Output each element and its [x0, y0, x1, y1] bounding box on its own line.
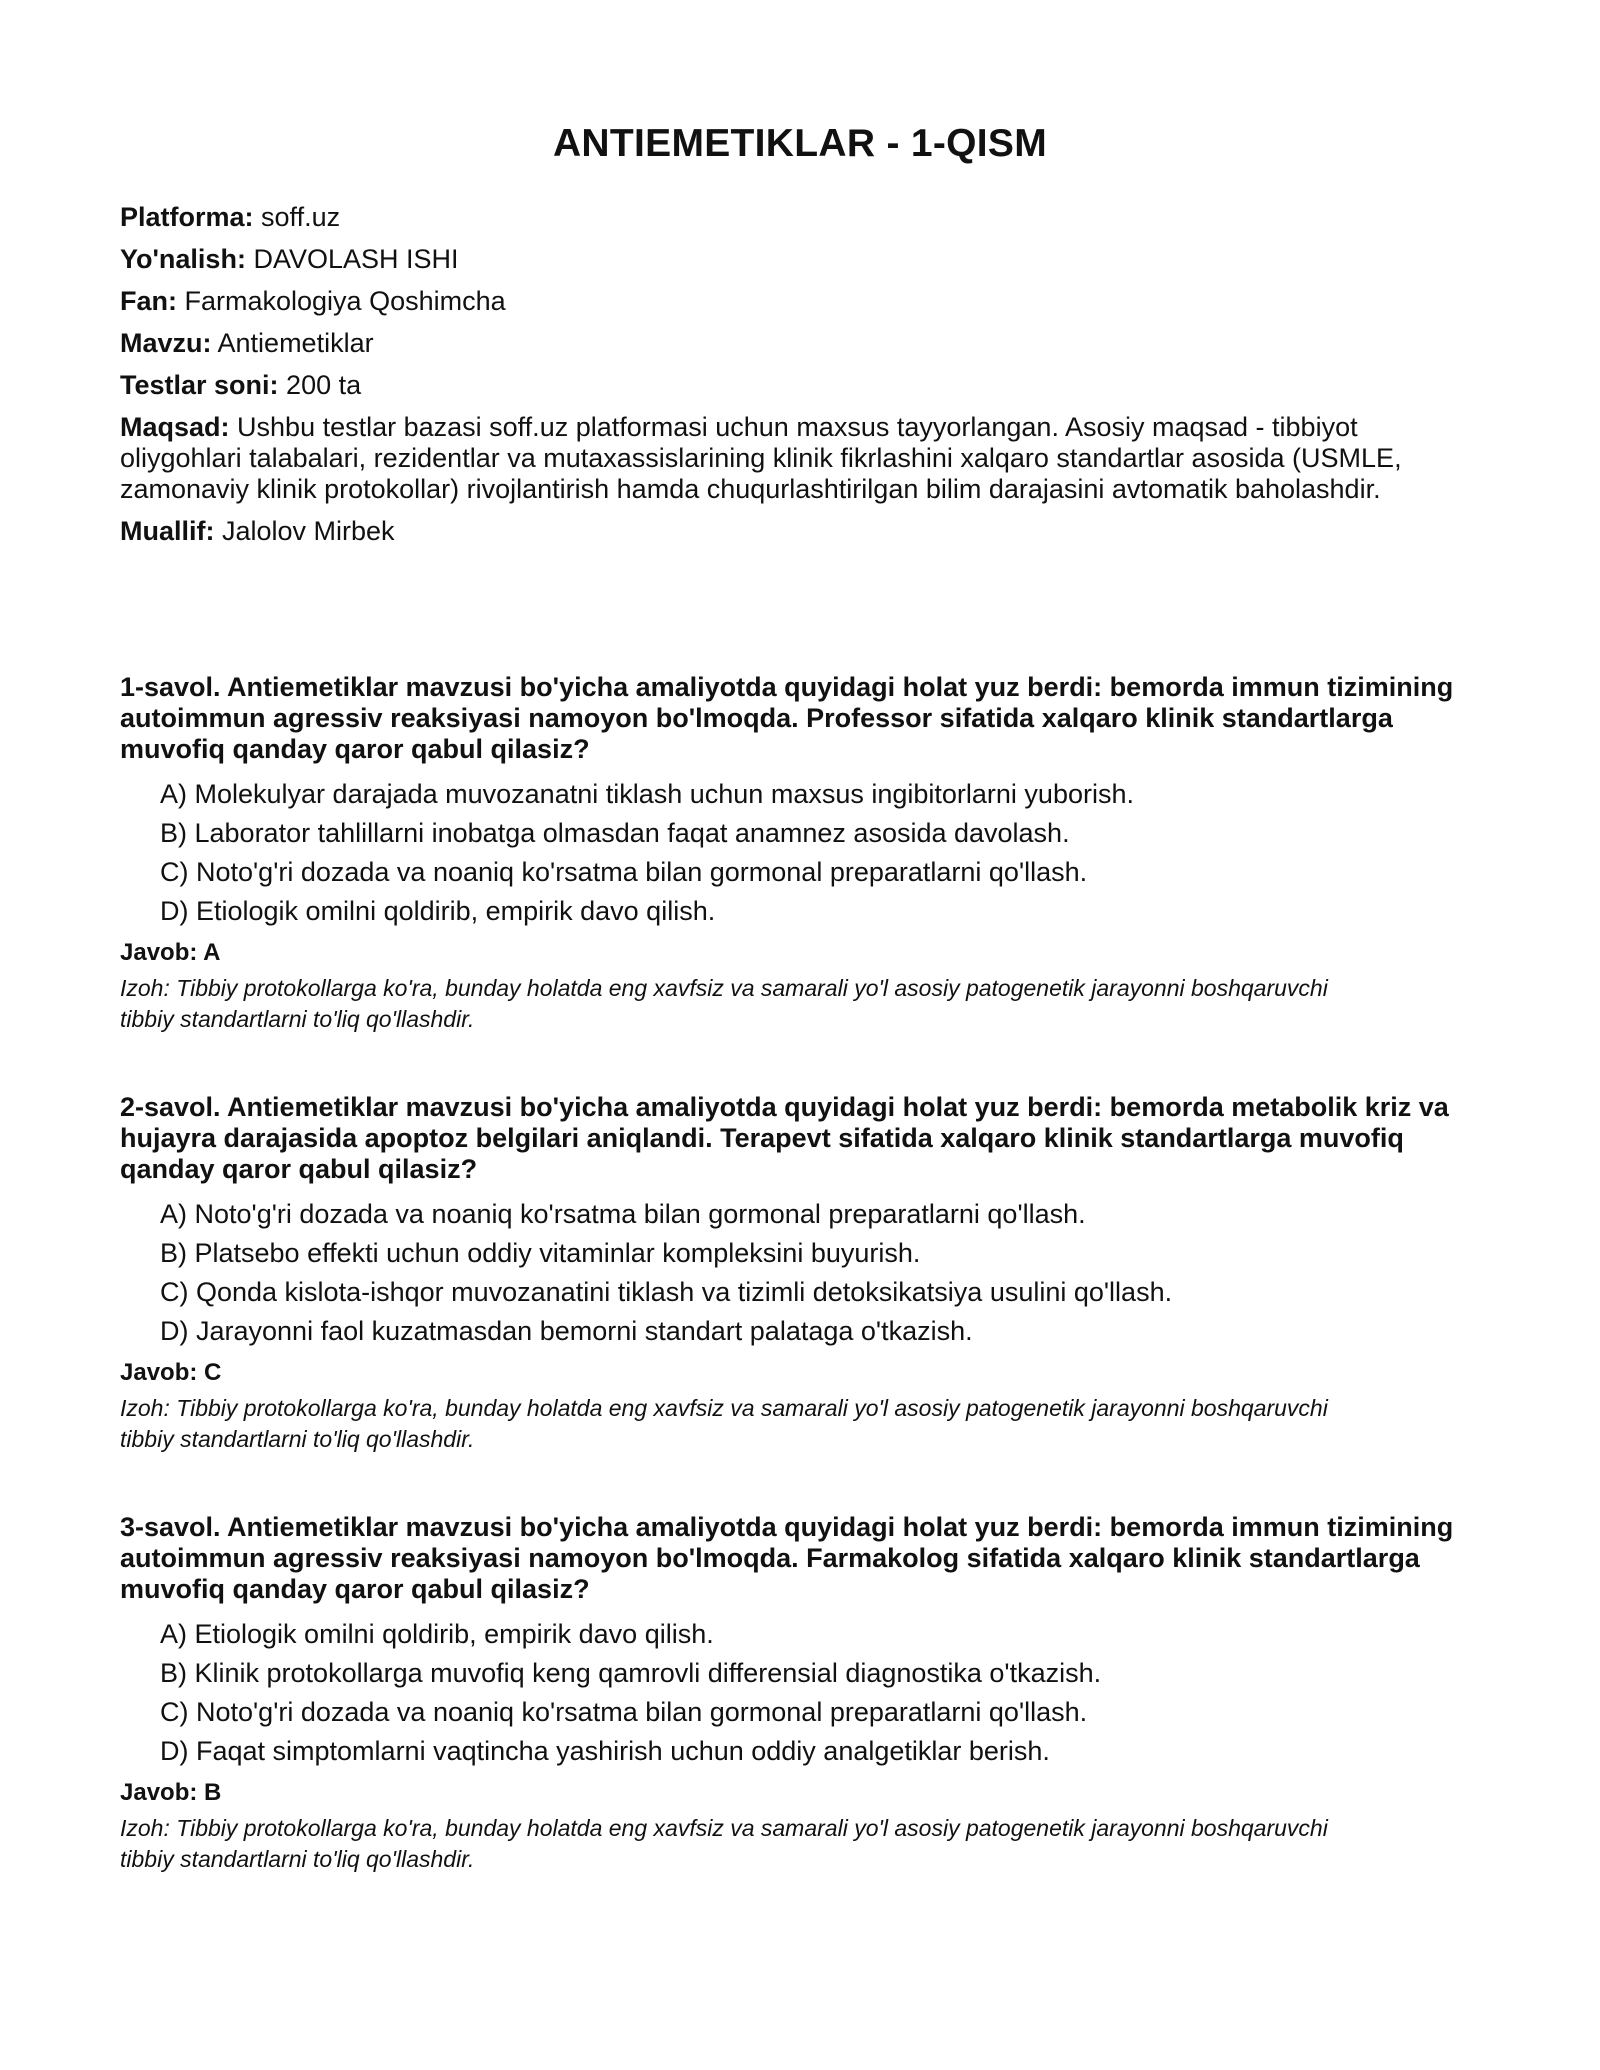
- explanation-text: Izoh: Tibbiy protokollarga ko'ra, bunday holatda eng xavfsiz va samarali yo'l asosiy patogenetik jarayonni boshqaruvchi tibbiy standartlarni to'liq qo'llashdir.: [120, 975, 1328, 1032]
- meta-key: Muallif:: [120, 516, 215, 546]
- meta-value: Antiemetiklar: [211, 328, 374, 358]
- meta-key: Maqsad:: [120, 412, 230, 442]
- meta-value: 200 ta: [278, 370, 362, 400]
- option-b: B) Laborator tahlillarni inobatga olmasdan faqat anamnez asosida davolash.: [160, 818, 1070, 848]
- document-metadata: [120, 202, 1450, 558]
- meta-platform: [120, 202, 1450, 233]
- meta-value: Jalolov Mirbek: [214, 516, 395, 546]
- explanation-text: Izoh: Tibbiy protokollarga ko'ra, bunday holatda eng xavfsiz va samarali yo'l asosiy patogenetik jarayonni boshqaruvchi tibbiy standartlarni to'liq qo'llashdir.: [120, 1395, 1328, 1452]
- meta-value: Farmakologiya Qoshimcha: [177, 286, 506, 316]
- meta-key: Fan:: [120, 286, 177, 316]
- question-text: 3-savol. Antiemetiklar mavzusi bo'yicha amaliyotda quyidagi holat yuz berdi: bemorda immun tizimining autoimmun agressiv reaksiyasi namoyon bo'lmoqda. Farmakolog sifatida xalqaro klinik standartlarga muvofiq qanday qaror qabul qilasiz?: [120, 1512, 1454, 1604]
- option-a: A) Etiologik omilni qoldirib, empirik davo qilish.: [160, 1619, 714, 1649]
- meta-purpose: [120, 412, 1450, 505]
- question-text: 2-savol. Antiemetiklar mavzusi bo'yicha amaliyotda quyidagi holat yuz berdi: bemorda metabolik kriz va hujayra darajasida apoptoz belgilari aniqlandi. Terapevt sifatida xalqaro klinik standartlarga muvofiq qanday qaror qabul qilasiz?: [120, 1092, 1449, 1184]
- option-c: C) Noto'g'ri dozada va noaniq ko'rsatma bilan gormonal preparatlarni qo'llash.: [160, 1697, 1088, 1727]
- explanation-text: Izoh: Tibbiy protokollarga ko'ra, bunday holatda eng xavfsiz va samarali yo'l asosiy patogenetik jarayonni boshqaruvchi tibbiy standartlarni to'liq qo'llashdir.: [120, 1815, 1328, 1872]
- question-1: [120, 672, 1480, 1035]
- meta-key: Yo'nalish:: [120, 244, 246, 274]
- meta-direction: [120, 244, 1450, 275]
- meta-value: DAVOLASH ISHI: [245, 244, 459, 274]
- answer-label: Javob: A: [120, 939, 221, 966]
- answer-label: Javob: C: [120, 1359, 222, 1386]
- document-title: ANTIEMETIKLAR - 1-QISM: [552, 122, 1048, 165]
- option-a: A) Noto'g'ri dozada va noaniq ko'rsatma bilan gormonal preparatlarni qo'llash.: [160, 1199, 1086, 1229]
- question-3: [120, 1512, 1480, 1875]
- question-2: [120, 1092, 1480, 1455]
- option-list: [120, 1199, 1480, 1347]
- meta-value: Ushbu testlar bazasi soff.uz platformasi uchun maxsus tayyorlangan. Asosiy maqsad - tibbiyot oliygohlari talabalari, rezidentlar va mutaxassislarining klinik fikrlashini xalqaro standartlar asosida (USMLE, zamonaviy klinik protokollar) rivojlantirish hamda chuqurlashtirilgan bilim darajasini avtomatik baholashdir.: [120, 412, 1402, 504]
- option-b: B) Klinik protokollarga muvofiq keng qamrovli differensial diagnostika o'tkazish.: [160, 1658, 1102, 1688]
- question-text: 1-savol. Antiemetiklar mavzusi bo'yicha amaliyotda quyidagi holat yuz berdi: bemorda immun tizimining autoimmun agressiv reaksiyasi namoyon bo'lmoqda. Professor sifatida xalqaro klinik standartlarga muvofiq qanday qaror qabul qilasiz?: [120, 672, 1454, 764]
- option-d: D) Faqat simptomlarni vaqtincha yashirish uchun oddiy analgetiklar berish.: [160, 1736, 1050, 1766]
- question-list: [120, 672, 1480, 1932]
- answer-label: Javob: B: [120, 1779, 222, 1806]
- meta-key: Mavzu:: [120, 328, 212, 358]
- meta-key: Testlar soni:: [120, 370, 279, 400]
- meta-subject: [120, 286, 1450, 317]
- meta-key: Platforma:: [120, 202, 254, 232]
- option-c: C) Noto'g'ri dozada va noaniq ko'rsatma bilan gormonal preparatlarni qo'llash.: [160, 857, 1088, 887]
- option-list: [120, 1619, 1480, 1767]
- meta-test-count: [120, 370, 1450, 401]
- option-c: C) Qonda kislota-ishqor muvozanatini tiklash va tizimli detoksikatsiya usulini qo'llash.: [160, 1277, 1173, 1307]
- option-list: [120, 779, 1480, 927]
- meta-value: soff.uz: [253, 202, 341, 232]
- option-d: D) Jarayonni faol kuzatmasdan bemorni standart palataga o'tkazish.: [160, 1316, 973, 1346]
- option-a: A) Molekulyar darajada muvozanatni tiklash uchun maxsus ingibitorlarni yuborish.: [160, 779, 1134, 809]
- meta-topic: [120, 328, 1450, 359]
- option-b: B) Platsebo effekti uchun oddiy vitaminlar kompleksini buyurish.: [160, 1238, 921, 1268]
- meta-author: [120, 516, 1450, 547]
- option-d: D) Etiologik omilni qoldirib, empirik davo qilish.: [160, 896, 716, 926]
